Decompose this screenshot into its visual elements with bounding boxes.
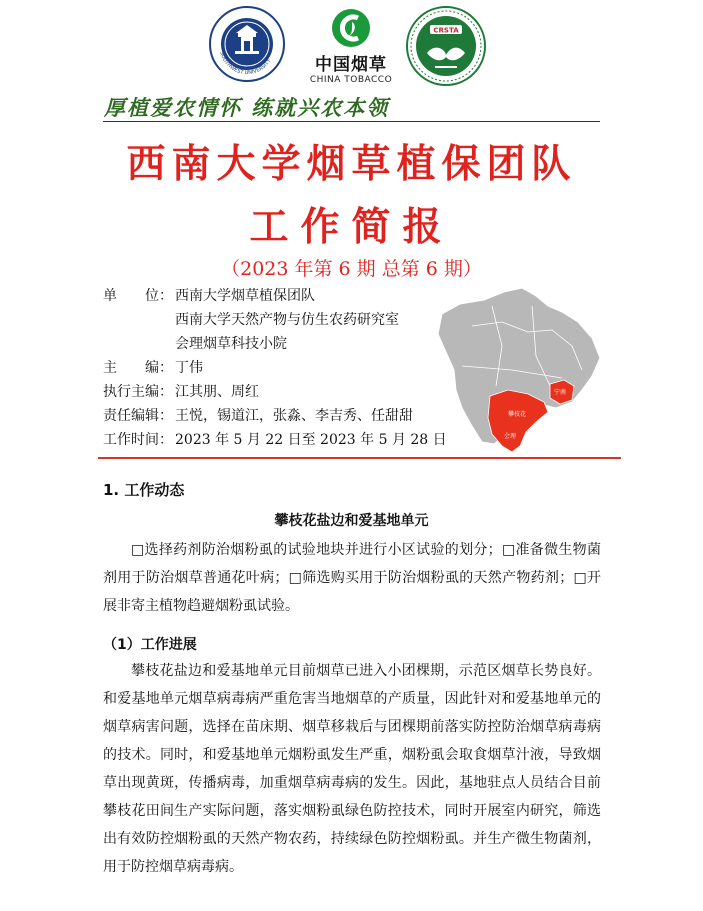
issue-number: （2023 年第 6 期 总第 6 期） <box>221 258 482 280</box>
southwest-university-logo <box>208 5 286 83</box>
map-highlight-panzhihua-huili <box>488 390 548 452</box>
slogan: 厚植爱农情怀 练就兴农本领 <box>104 95 390 120</box>
unit-row <box>103 285 315 305</box>
unit-line-3: 会理烟草科技小院 <box>175 336 287 352</box>
map-label-ningnan: 宁南 <box>554 389 567 396</box>
period-row <box>103 429 447 449</box>
exec-editor-value: 江其朋、周红 <box>175 384 259 400</box>
china-tobacco-cn: 中国烟草 <box>315 55 387 75</box>
exec-editor-label: 执行主编： <box>103 384 173 400</box>
tasks-paragraph: □选择药剂防治烟粉虱的试验地块并进行小区试验的划分；□准备微生物菌剂用于防治烟草普通花叶病；□筛选购买用于防治烟粉虱的天然产物药剂；□开展非寄主植物趋避烟粉虱试验。 <box>103 542 601 614</box>
crsta-logo-text: CRSTA <box>433 26 459 35</box>
header-divider <box>103 121 600 122</box>
unit-line-2: 西南大学天然产物与仿生农药研究室 <box>175 312 399 328</box>
china-tobacco-en: CHINA TOBACCO <box>309 75 393 85</box>
sichuan-map <box>432 286 604 456</box>
exec-editor-row <box>103 381 259 401</box>
period-value: 2023 年 5 月 22 日至 2023 年 5 月 28 日 <box>175 432 447 448</box>
team-title: 西南大学烟草植保团队 <box>126 141 577 187</box>
progress-heading: （1）工作进展 <box>103 637 197 653</box>
map-label-huili: 会理 <box>504 433 517 440</box>
swu-logo-text: SOUTHWEST UNIVERSITY <box>218 50 273 77</box>
crsta-logo <box>405 5 487 87</box>
period-label: 工作时间： <box>103 432 173 448</box>
bulletin-title: 工作简报 <box>249 204 454 250</box>
red-divider <box>98 457 621 459</box>
editor-row <box>103 357 203 377</box>
unit-label: 单 位： <box>103 288 173 304</box>
resp-editor-label: 责任编辑： <box>103 408 173 424</box>
china-tobacco-logo <box>306 8 396 86</box>
editor-value: 丁伟 <box>175 360 203 376</box>
section-heading: 1. 工作动态 <box>103 481 185 499</box>
progress-paragraph: 攀枝花盐边和爱基地单元目前烟草已进入小团棵期，示范区烟草长势良好。和爱基地单元烟草病毒病严重危害当地烟草的产质量，因此针对和爱基地单元的烟草病害问题，选择在苗床期、烟草移栽后与团棵期前落实防控防治烟草病毒病的技术。同时，和爱基地单元烟粉虱发生严重，烟粉虱会取食烟草汁液，导致烟草出现黄斑，传播病毒，加重烟草病毒病的发生。因此，基地驻点人员结合目前攀枝花田间生产实际问题，落实烟粉虱绿色防控技术，同时开展室内研究，筛选出有效防控烟粉虱的天然产物农药，持续绿色防控烟粉虱。并生产微生物菌剂，用于防控烟草病毒病。 <box>103 663 601 875</box>
map-label-panzhihua: 攀枝花 <box>508 411 527 418</box>
subsection-heading: 攀枝花盐边和爱基地单元 <box>274 513 429 529</box>
resp-editor-value: 王悦，锡道江，张淼、李吉秀、任甜甜 <box>175 408 413 424</box>
unit-line-1: 西南大学烟草植保团队 <box>175 288 315 304</box>
editor-label: 主 编： <box>103 360 173 376</box>
resp-editor-row <box>103 405 413 425</box>
